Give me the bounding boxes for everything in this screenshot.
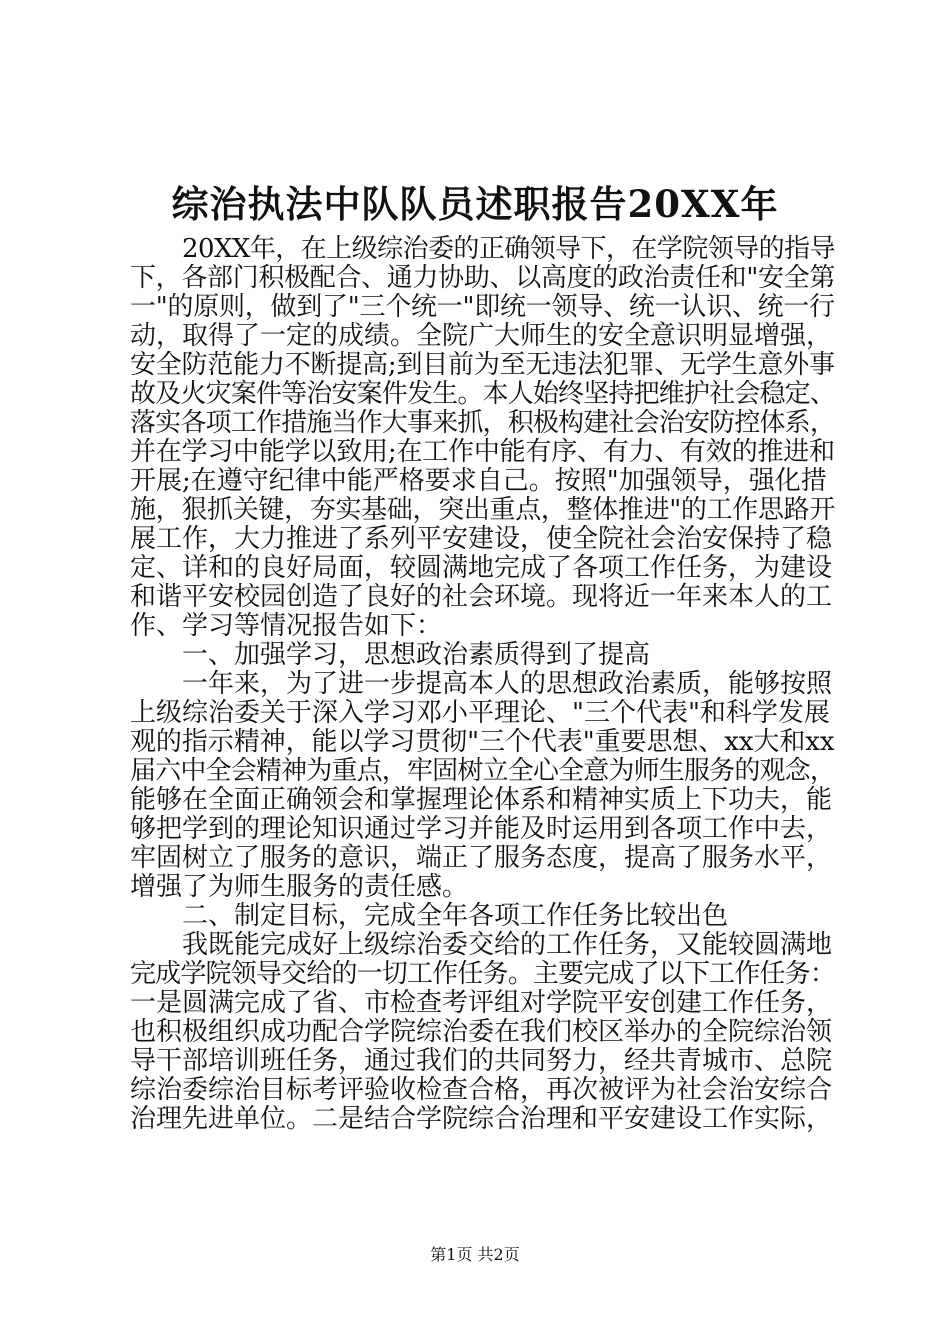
body-line: 够把学到的理论知识通过学习并能及时运用到各项工作中去， bbox=[130, 814, 833, 844]
body-line: 并在学习中能学以致用;在工作中能有序、有力、有效的推进和 bbox=[130, 437, 835, 467]
body-line: 施，狠抓关键，夯实基础，突出重点，整体推进"的工作思路开 bbox=[130, 495, 835, 525]
body-line: 开展;在遵守纪律中能严格要求自己。按照"加强领导，强化措 bbox=[130, 466, 827, 496]
body-line: 作、学习等情况报告如下： bbox=[130, 611, 443, 641]
body-line: 和谐平安校园创造了良好的社会环境。现将近一年来本人的工 bbox=[130, 582, 833, 612]
body-line: 安全防范能力不断提高;到目前为至无违法犯罪、无学生意外事 bbox=[130, 350, 835, 380]
body-line: 二、制定目标，完成全年各项工作任务比较出色 bbox=[182, 901, 729, 931]
body-line: 届六中全会精神为重点，牢固树立全心全意为师生服务的观念， bbox=[130, 756, 836, 786]
body-line: 下，各部门积极配合、通力协助、以高度的政治责任和"安全第 bbox=[130, 263, 835, 293]
body-line: 导干部培训班任务，通过我们的共同努力，经共青城市、总院 bbox=[130, 1046, 833, 1076]
body-line: 上级综治委关于深入学习邓小平理论、"三个代表"和科学发展 bbox=[130, 698, 830, 728]
page-footer: 第1页 共2页 bbox=[430, 1245, 520, 1264]
body-line: 定、详和的良好局面，较圆满地完成了各项工作任务，为建设 bbox=[130, 553, 833, 583]
body-line: 故及火灾案件等治安案件发生。本人始终坚持把维护社会稳定、 bbox=[130, 379, 836, 409]
document-title: 综治执法中队队员述职报告20XX年 bbox=[171, 182, 779, 226]
body-line: 也积极组织成功配合学院综治委在我们校区举办的全院综治领 bbox=[130, 1017, 833, 1047]
body-line: 完成学院领导交给的一切工作任务。主要完成了以下工作任务： bbox=[130, 959, 836, 989]
body-line: 能够在全面正确领会和掌握理论体系和精神实质上下功夫，能 bbox=[130, 785, 833, 815]
body-line: 展工作，大力推进了系列平安建设，使全院社会治安保持了稳 bbox=[130, 524, 833, 554]
body-line: 综治委综治目标考评验收检查合格，再次被评为社会治安综合 bbox=[130, 1075, 833, 1105]
body-line: 一"的原则，做到了"三个统一"即统一领导、统一认识、统一行 bbox=[130, 292, 835, 322]
body-line: 一、加强学习，思想政治素质得到了提高 bbox=[182, 640, 651, 670]
body-line: 我既能完成好上级综治委交给的工作任务，又能较圆满地 bbox=[182, 930, 833, 960]
body-line: 治理先进单位。二是结合学院综合治理和平安建设工作实际， bbox=[130, 1104, 833, 1134]
body-line: 增强了为师生服务的责任感。 bbox=[130, 872, 469, 902]
body-line: 动，取得了一定的成绩。全院广大师生的安全意识明显增强， bbox=[130, 321, 833, 351]
document-body bbox=[130, 235, 835, 1134]
body-line: 牢固树立了服务的意识，端正了服务态度，提高了服务水平， bbox=[130, 843, 833, 873]
body-line: 观的指示精神，能以学习贯彻"三个代表"重要思想、xx大和xx bbox=[130, 727, 835, 757]
body-line: 一年来，为了进一步提高本人的思想政治素质，能够按照 bbox=[182, 669, 833, 699]
body-line: 一是圆满完成了省、市检查考评组对学院平安创建工作任务， bbox=[130, 988, 833, 1018]
body-line: 20XX年，在上级综治委的正确领导下，在学院领导的指导 bbox=[182, 234, 835, 264]
body-line: 落实各项工作措施当作大事来抓，积极构建社会治安防控体系， bbox=[130, 408, 836, 438]
